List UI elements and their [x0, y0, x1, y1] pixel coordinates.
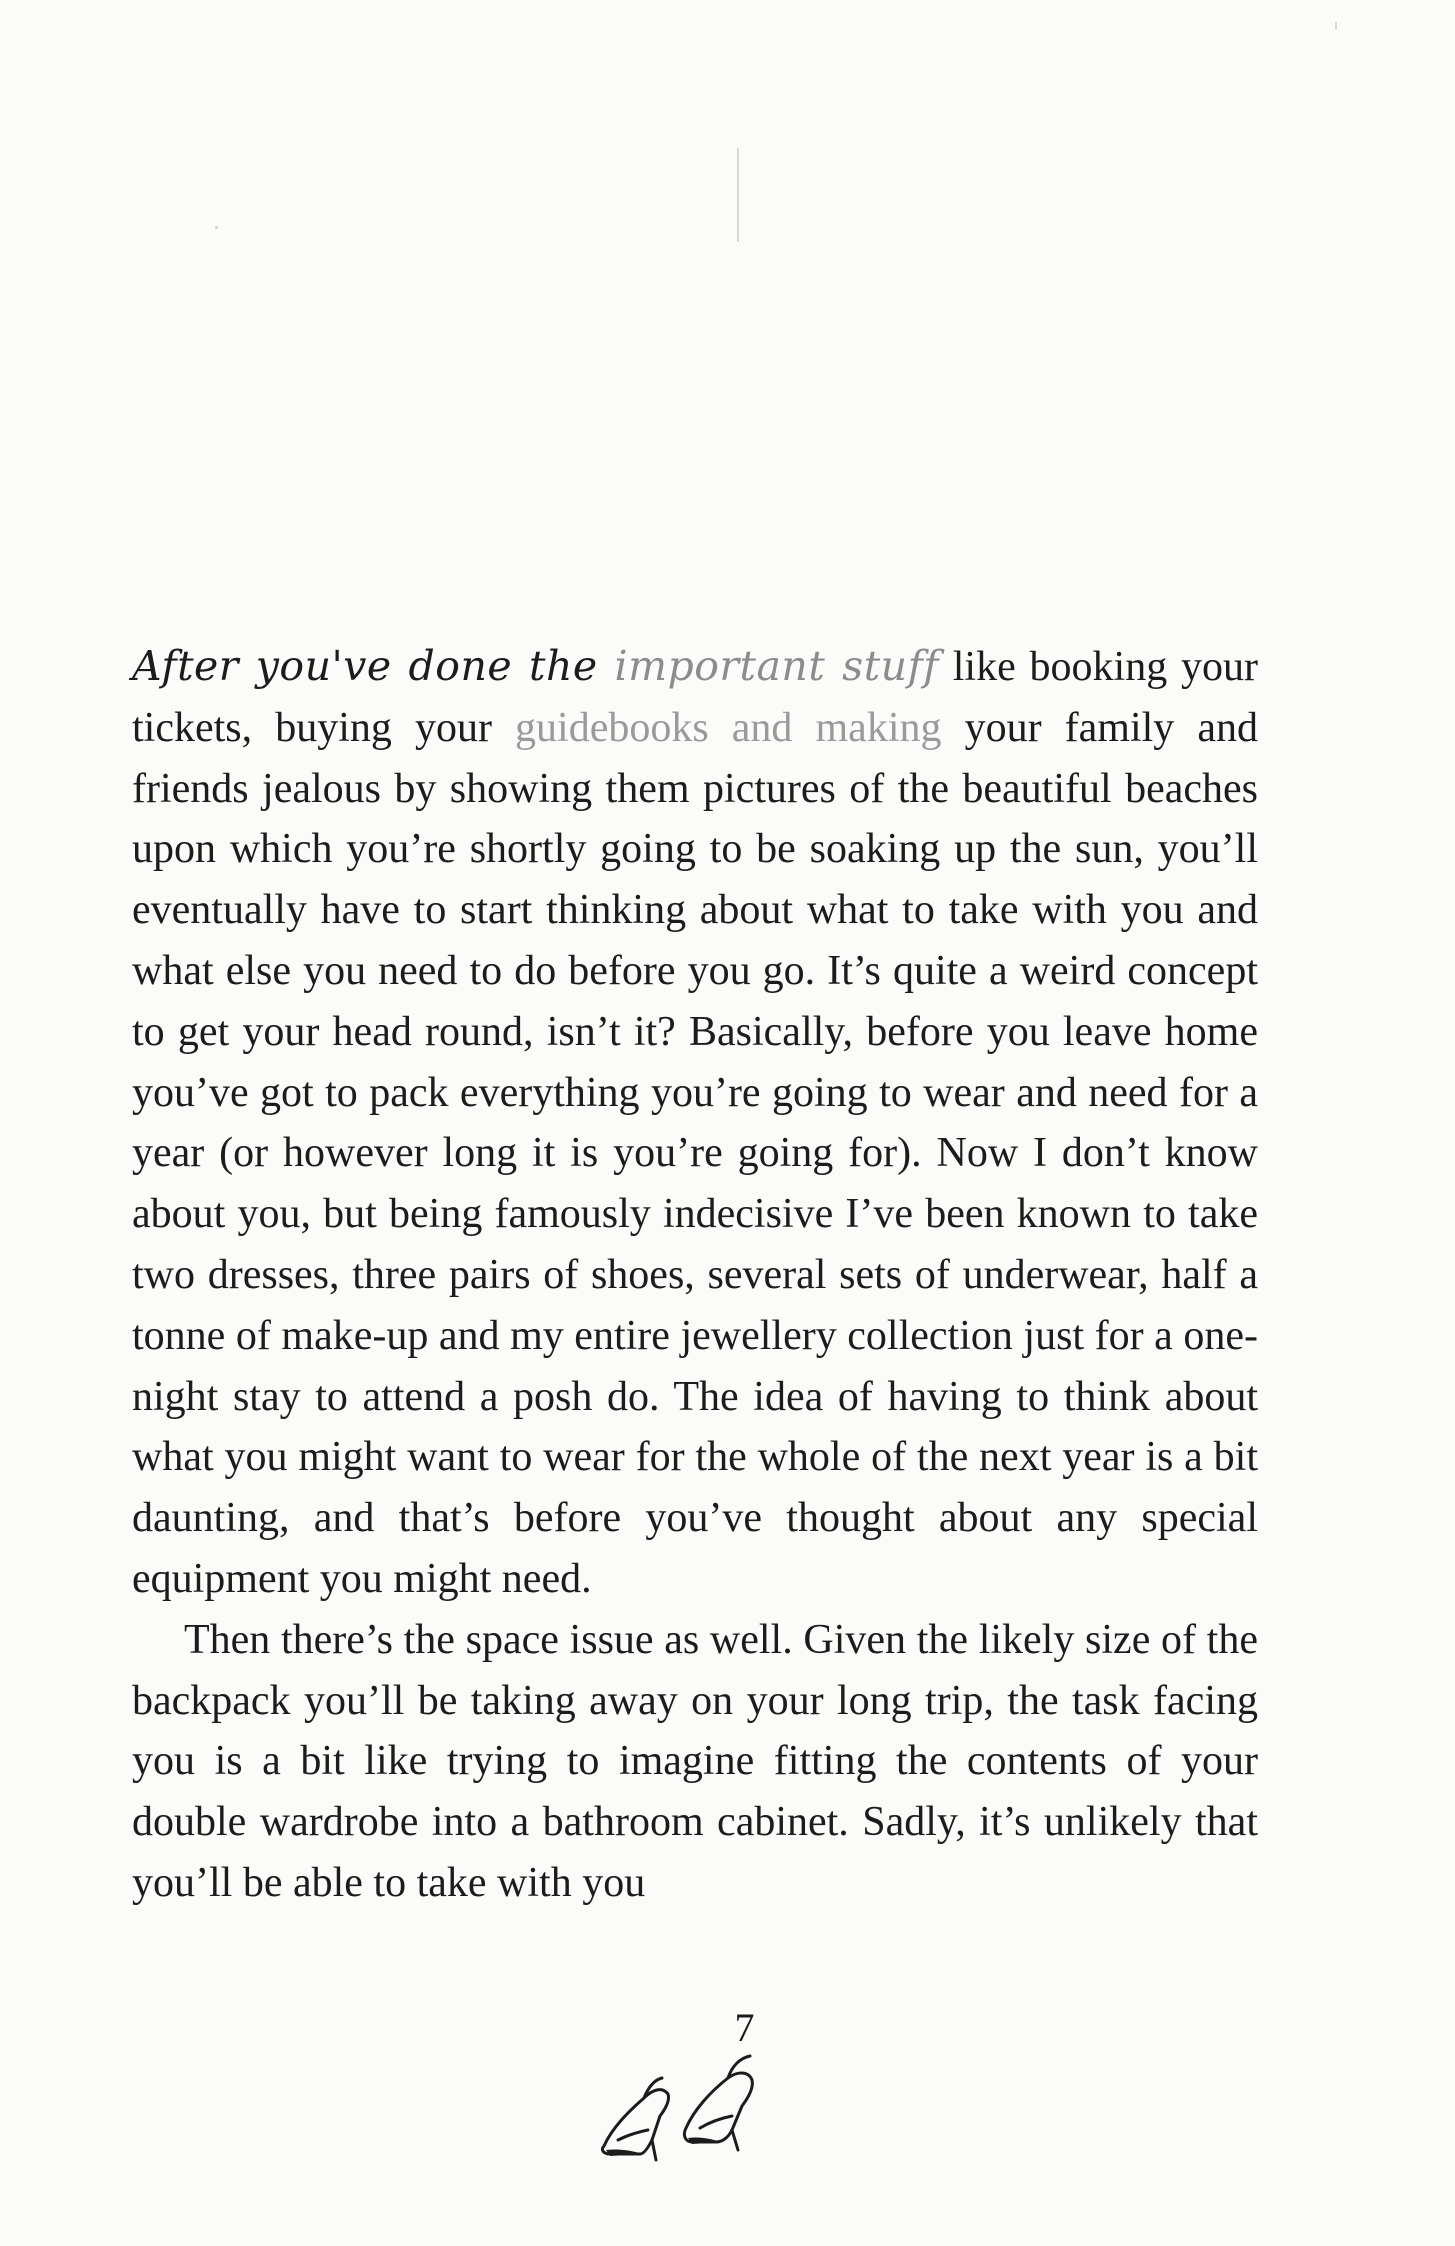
paragraph-1: [132, 636, 1258, 1610]
paragraph-1-rest: your family and friends jealous by showing them pictures of the beautiful beaches upon which you’re shortly going to be soaking up the sun, you’ll eventually have to start thinking about what to take with you and what else you need to do before you go. It’s quite a weird concept to get your head round, isn’t it? Basically, before you leave home you’ve got to pack everything you’re going to wear and need for a year (or however long it is you’re going for). Now I don’t know about you, but being famously indecisive I’ve been known to take two dresses, three pairs of shoes, several sets of underwear, half a tonne of make-up and my entire jewellery collection just for a one-night stay to attend a posh do. The idea of having to think about what you might want to wear for the whole of the next year is a bit daunting, and that’s before you’ve thought about any special equipment you might need.: [132, 704, 1259, 1602]
lead-script-phrase: After you've done the important stuff: [132, 642, 939, 690]
faded-phrase: guidebooks and making: [515, 704, 942, 751]
scan-artifact-dot: [1335, 22, 1337, 30]
scan-artifact-dot: [215, 226, 218, 229]
page-number: 7: [734, 2005, 755, 2050]
body-text: [132, 636, 1258, 1914]
shoes-icon: [582, 2050, 782, 2170]
lead-tail: like booking your tickets, buying your: [132, 644, 1258, 751]
scan-artifact-line: [737, 148, 739, 242]
paragraph-2: Then there’s the space issue as well. Given the likely size of the backpack you’ll be taking away on your long trip, the task facing you is a bit like trying to imagine fitting the contents of your double wardrobe into a bathroom cabinet. Sadly, it’s unlikely that you’ll be able to take with you: [132, 1616, 1258, 1906]
